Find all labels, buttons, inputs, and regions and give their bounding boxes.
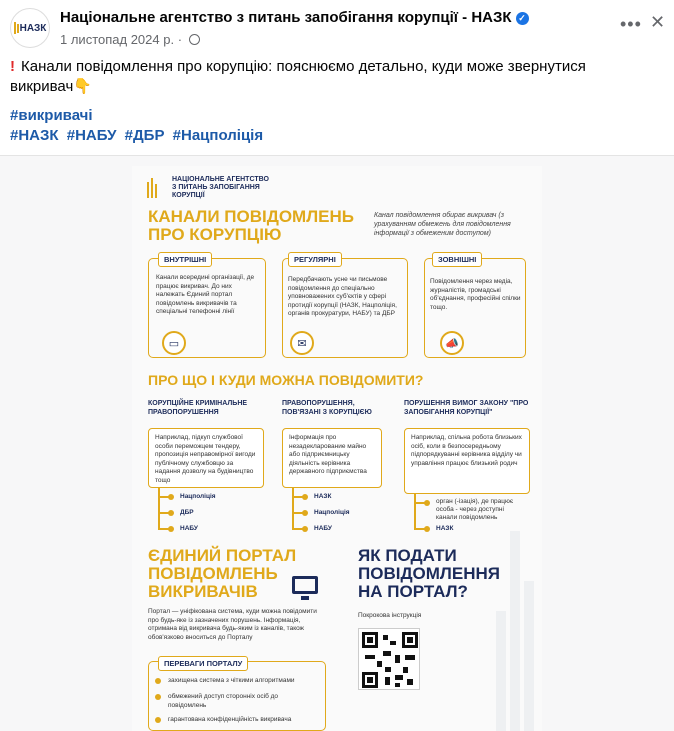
channel-text: Канали всередині організації, де працює викривач. До них належать Єдиний портал повідомлень викривачів та спеціальні телефонні лінії xyxy=(156,274,255,315)
advantage-item: гарантована конфіденційність викривача xyxy=(168,716,292,723)
infographic[interactable] xyxy=(132,166,542,731)
megaphone-icon: 📣 xyxy=(440,331,464,355)
channel-tag: ЗОВНІШНІ xyxy=(432,252,482,267)
meta-separator: · xyxy=(177,32,183,47)
channel-text: Передбачають усне чи письмове повідомлення до спеціально уповноважених суб'єктів у сфері протидії корупції (НАЗК, Нацполіція, органів прокуратури, НАБУ) та ДБР xyxy=(288,276,397,317)
example-box: Наприклад, підкуп службової особи переможцем тендеру, пропозиція неправомірної вигоди публічному службовцю за надання дозволу на будівництво тощо xyxy=(148,428,264,488)
post-meta xyxy=(60,32,200,47)
post-text xyxy=(10,57,630,97)
page-name-link[interactable] xyxy=(60,9,529,26)
globe-icon xyxy=(189,34,200,45)
page-avatar[interactable] xyxy=(10,8,50,48)
hashtag-link[interactable]: #викривачі xyxy=(10,107,93,124)
channel-tag: ВНУТРІШНІ xyxy=(158,252,212,267)
instruction-label: Покрокова інструкція xyxy=(358,612,422,619)
title-line: ЄДИНИЙ ПОРТАЛ xyxy=(148,546,297,565)
target-item: Нацполіція xyxy=(180,493,216,500)
channel-tag: РЕГУЛЯРНІ xyxy=(288,252,342,267)
page-name: Національне агентство з питань запобігання корупції - НАЗК xyxy=(60,9,512,26)
close-icon[interactable]: ✕ xyxy=(650,12,666,32)
hashtag-link[interactable]: #ДБР xyxy=(124,127,165,144)
channel-note: Канал повідомлення обирає викривач (з урахуванням обмежень для повідомлення інформації з обмеженим доступом) xyxy=(374,212,511,237)
post-header xyxy=(0,0,674,56)
post-date[interactable]: 1 листопад 2024 р. xyxy=(60,32,175,47)
hashtag-link[interactable]: #НАЗК xyxy=(10,127,59,144)
title-line: ПОВІДОМЛЕНЬ xyxy=(148,564,278,583)
monitor-icon xyxy=(292,576,318,594)
title-line: ПРО КОРУПЦІЮ xyxy=(148,225,282,244)
title-line: КАНАЛИ ПОВІДОМЛЕНЬ xyxy=(148,207,354,226)
hashtag-link[interactable]: #Нацполіція xyxy=(172,127,264,144)
avatar-text: НАЗК xyxy=(19,22,47,34)
portal-text: Портал — уніфікована система, куди можна повідомити про будь-яке із зазначених порушень. Інформація, отримана від викривача будь-яким із каналів, також обов'язково вноситься до Порталу xyxy=(148,608,317,641)
hashtags-line-1 xyxy=(10,107,97,124)
title-line: НА ПОРТАЛ? xyxy=(358,582,468,601)
title-what-where: ПРО ЩО І КУДИ МОЖНА ПОВІДОМИТИ? xyxy=(148,372,424,388)
hashtag-link[interactable]: #НАБУ xyxy=(66,127,117,144)
example-box: Інформація про незадекларование майно або підприємницьку діяльність керівника державного підприємства xyxy=(282,428,382,488)
target-item: Нацполіція xyxy=(314,509,350,516)
logo-line: З ПИТАНЬ ЗАПОБІГАННЯ xyxy=(172,184,260,191)
target-item: НАБУ xyxy=(314,525,332,532)
column-heading: ПРАВОПОРУШЕННЯ, ПОВ'ЯЗАНІ З КОРУПЦІЄЮ xyxy=(282,400,372,416)
hashtags-line-2 xyxy=(10,127,267,144)
more-options-icon[interactable]: ••• xyxy=(620,14,642,34)
title-line: ЯК ПОДАТИ xyxy=(358,546,457,565)
nazk-logo-icon xyxy=(147,176,167,198)
example-box: Наприклад, спільна робота близьких осіб, коли в безпосередньому підпорядкуванні керівника відділу чи управління працює близький родич xyxy=(404,428,530,494)
target-item: НАЗК xyxy=(314,493,332,500)
exclamation-icon: ! xyxy=(10,58,15,75)
logo-text xyxy=(172,176,269,200)
logo-line: НАЦІОНАЛЬНЕ АГЕНТСТВО xyxy=(172,176,269,183)
title-how-submit xyxy=(358,547,500,601)
post-text-body: Канали повідомлення про корупцію: пояснюємо детально, куди може звернутися викривач xyxy=(10,58,586,95)
advantages-tag: ПЕРЕВАГИ ПОРТАЛУ xyxy=(158,656,248,671)
column-heading: КОРУПЦІЙНЕ КРИМІНАЛЬНЕ ПРАВОПОРУШЕННЯ xyxy=(148,400,248,416)
envelope-icon: ✉ xyxy=(290,331,314,355)
target-item: ДБР xyxy=(180,509,194,516)
title-portal xyxy=(148,547,296,601)
qr-code-icon[interactable] xyxy=(358,628,420,690)
target-item: НАЗК xyxy=(436,525,454,532)
verified-badge-icon: ✓ xyxy=(516,12,529,25)
title-line: ВИКРИВАЧІВ xyxy=(148,582,258,601)
target-item: НАБУ xyxy=(180,525,198,532)
title-line: ПОВІДОМЛЕННЯ xyxy=(358,564,500,583)
logo-line: КОРУПЦІЇ xyxy=(172,192,205,199)
point-down-emoji: 👇 xyxy=(73,78,92,95)
laptop-icon: ▭ xyxy=(162,331,186,355)
channel-text: Повідомлення через медіа, журналістів, громадські об'єднання, професійні спілки тощо. xyxy=(430,278,521,311)
column-heading: ПОРУШЕННЯ ВИМОГ ЗАКОНУ "ПРО ЗАПОБІГАННЯ КОРУПЦІЇ" xyxy=(404,400,529,416)
target-item: орган (-ізація), де працює особа - через доступні канали повідомлень xyxy=(436,498,514,521)
title-channels xyxy=(148,208,354,244)
advantage-item: захищена система з чіткими алгоритмами xyxy=(168,677,295,684)
advantage-item: обмежений доступ сторонніх осіб до повідомлень xyxy=(168,693,279,709)
